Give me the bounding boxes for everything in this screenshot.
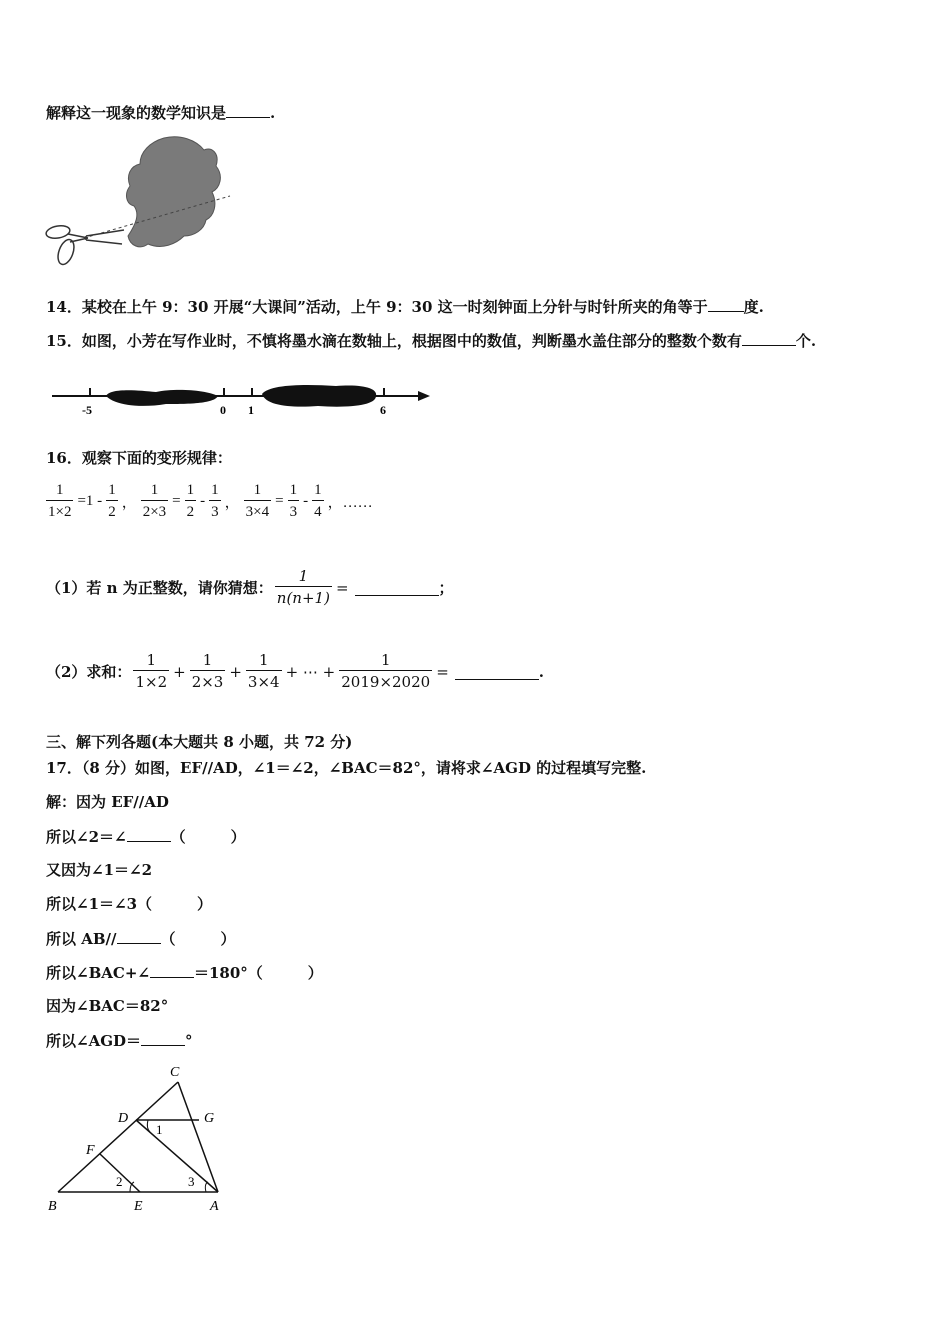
q16-part2: （2）求和： $\frac{1}{1\times 2}$ + $\frac{1}{2\times 3}$ + $\frac{1}{3\times 4}$ + ⋯ + $\frac{1}{2019\times 2020}$ = .	[46, 651, 544, 691]
answer-blank[interactable]	[117, 928, 161, 944]
angle-3-label: 3	[188, 1174, 195, 1189]
q16-examples: $\frac{1}{1\times 2}$ =1 - $\frac{1}{2}$ ， $\frac{1}{2\times 3}$ = $\frac{1}{2}$ - $\frac{1}{3}$ ， $\frac{1}{3\times 4}$ = $\frac{1}{3}$ - $\frac{1}{4}$ ，……	[44, 480, 375, 523]
angle-1-label: 1	[156, 1122, 163, 1137]
triangle-figure	[40, 1060, 240, 1220]
q17-step: 所以∠1＝∠3（ ）	[46, 895, 213, 913]
answer-blank[interactable]	[226, 102, 270, 118]
q13-line: 解释这一现象的数学知识是 .	[46, 104, 276, 122]
number-line-figure	[46, 376, 436, 420]
answer-blank[interactable]	[141, 1030, 185, 1046]
leaf-shape	[127, 137, 221, 247]
label-G: G	[204, 1111, 215, 1126]
tick-label: 1	[248, 403, 254, 417]
scissors-icon	[86, 230, 124, 244]
q17-step: 所以∠BAC+∠ ＝180°（ ）	[46, 964, 323, 982]
answer-blank[interactable]	[127, 826, 171, 842]
label-D: D	[118, 1111, 129, 1126]
answer-blank[interactable]	[150, 962, 194, 978]
question-17: 17．（8 分）如图，EF//AD，∠1＝∠2，∠BAC＝82°，请将求∠AGD 的过程填写完整.	[46, 759, 647, 777]
answer-blank[interactable]	[355, 580, 439, 596]
answer-blank[interactable]	[708, 296, 744, 312]
label-F: F	[86, 1143, 95, 1158]
tick-label: -5	[82, 403, 92, 417]
q17-step: 因为∠BAC＝82°	[46, 997, 169, 1015]
tick-label: 6	[380, 403, 386, 417]
ink-blot-left	[106, 390, 218, 406]
answer-blank[interactable]	[455, 664, 539, 680]
q16-part1: （1）若 n 为正整数，请你猜想： $\frac{1}{n(n+1)}$ = ；	[46, 567, 454, 607]
angle-2-label: 2	[116, 1174, 123, 1189]
label-C: C	[170, 1065, 180, 1080]
q17-step: 又因为∠1＝∠2	[46, 861, 153, 879]
q17-step: 解：因为 EF//AD	[46, 793, 169, 811]
axis-arrow-icon	[418, 391, 430, 401]
q17-step: 所以∠AGD＝ °	[46, 1032, 193, 1050]
q17-step: 所以 AB// （ ）	[46, 930, 236, 948]
question-16: 16．观察下面的变形规律：	[46, 449, 232, 467]
label-E: E	[134, 1199, 143, 1214]
section-3-title: 三、解下列各题(本大题共 8 小题，共 72 分)	[46, 733, 353, 751]
segment-CA	[178, 1082, 218, 1192]
ink-blot-right	[262, 385, 376, 407]
label-B: B	[48, 1199, 57, 1214]
tick-label: 0	[220, 403, 226, 417]
leaf-scissors-figure	[44, 132, 244, 272]
question-15: 15．如图，小芳在写作业时，不慎将墨水滴在数轴上，根据图中的数值，判断墨水盖住部分的整数个数有 个.	[46, 332, 817, 350]
answer-blank[interactable]	[742, 330, 796, 346]
q17-step: 所以∠2＝∠ （ ）	[46, 828, 246, 846]
question-14: 14．某校在上午 9：30 开展“大课间”活动，上午 9：30 这一时刻钟面上分针与时针所夹的角等于 度.	[46, 298, 764, 316]
label-A: A	[210, 1199, 219, 1214]
